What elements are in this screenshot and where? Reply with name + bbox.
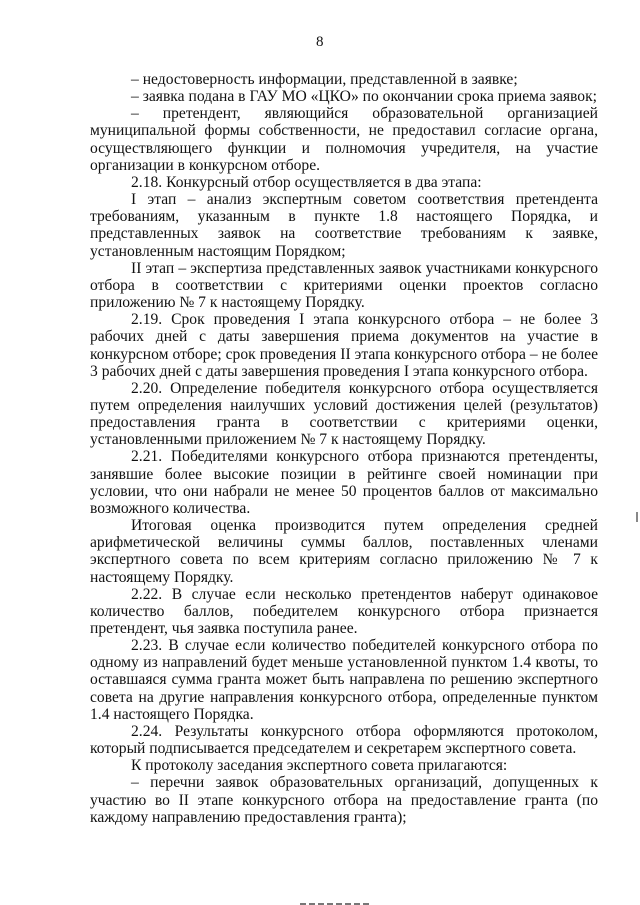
scan-edge-mark [636, 512, 638, 522]
paragraph-stage-2: II этап – экспертиза представленных заявок участниками конкурсного отбора в соответствии с критериями оценки проектов согласно приложению № 7 к настоящему Порядку. [90, 259, 598, 312]
paragraph-2-22: 2.22. В случае если несколько претендентов наберут одинаковое количество баллов, победителем конкурсного отбора признается претендент, чья заявка поступила ранее. [90, 585, 598, 637]
paragraph-stage-1: I этап – анализ экспертным советом соответствия претендента требованиям, указанным в пункте 1.8 настоящего Порядка, и представленных заявок на соответствие требованиям к заявке, установленным настоящим Порядком; [90, 191, 598, 260]
paragraph-2-20: 2.20. Определение победителя конкурсного отбора осуществляется путем определения наилучших условий достижения целей (результатов) предоставления гранта в соответствии с критериями оценки, установленными приложением № 7 к настоящему Порядку. [90, 379, 598, 449]
paragraph-2-23: 2.23. В случае если количество победителей конкурсного отбора по одному из направлений будет меньше установленной пунктом 1.4 квоты, то оставшаяся сумма гранта может быть направлена по решению экспертного совета на другие направления конкурсного отбора, определенные пунктом 1.4 настоящего Порядка. [90, 637, 598, 723]
paragraph-unreliable-info: – недостоверность информации, представленной в заявке; [131, 71, 518, 88]
paragraph-2-21: 2.21. Победителями конкурсного отбора признаются претенденты, занявшие более высокие позиции в рейтинге своей номинации при условии, что они набрали не менее 50 процентов баллов от максимально возможного количества. [90, 448, 598, 517]
paragraph-lists-of-applications: – перечни заявок образовательных организаций, допущенных к участию во II этапе конкурсного отбора на предоставление гранта (по каждому направлению предоставления гранта); [90, 774, 598, 826]
paragraph-final-score: Итоговая оценка производится путем определения средней арифметической величины суммы баллов, поставленных членами экспертного совета по всем критериям согласно приложению № 7 к настоящему Порядку. [90, 517, 598, 586]
paragraph-2-24: 2.24. Результаты конкурсного отбора оформляются протоколом, который подписывается председателем и секретарем экспертного совета. [90, 722, 598, 758]
paragraph-2-18: 2.18. Конкурсный отбор осуществляется в два этапа: [131, 173, 482, 191]
paragraph-protocol-attachments: К протоколу заседания экспертного совета прилагаются: [131, 757, 508, 775]
paragraph-2-19: 2.19. Срок проведения I этапа конкурсного отбора – не более 3 рабочих дней с даты завершения приема документов на участие в конкурсном отборе; срок проведения II этапа конкурсного отбора – не более 3 рабочих дней с даты завершения проведения I этапа конкурсного отбора. [90, 311, 598, 380]
paragraph-late-application: – заявка подана в ГАУ МО «ЦКО» по окончании срока приема заявок; [131, 88, 597, 106]
document-body [90, 71, 598, 826]
paragraph-no-founder-consent: – претендент, являющийся образовательной организацией муниципальной формы собственности, не предоставил согласие органа, осуществляющего функции и полномочия учредителя, на участие организации в конкурсном отборе. [90, 105, 598, 174]
page-number: 8 [316, 34, 324, 50]
